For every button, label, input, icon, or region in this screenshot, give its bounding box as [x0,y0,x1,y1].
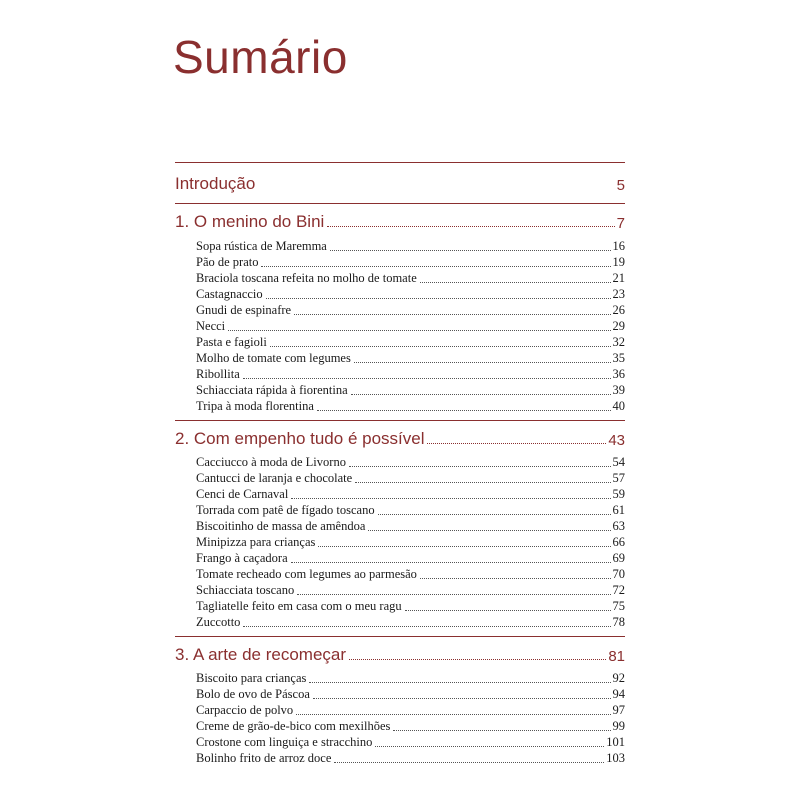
toc-entry-label: Introdução [175,174,256,193]
divider [175,420,625,421]
toc-page-number: 101 [606,735,625,749]
toc-recipe[interactable] [196,366,625,382]
recipe-title: Carpaccio de polvo [196,703,294,717]
toc-recipe[interactable] [196,598,625,614]
recipe-title: Biscoitinho de massa de amêndoa [196,519,366,533]
toc-page-number: 57 [612,471,625,485]
toc-recipe[interactable] [196,614,625,630]
toc-recipe[interactable] [196,670,625,686]
toc-recipe[interactable] [196,302,625,318]
toc-page-number: 92 [612,671,625,685]
recipe-title: Sopa rústica de Maremma [196,239,327,253]
toc-page-number: 69 [612,551,625,565]
recipe-title: Biscoito para crianças [196,671,307,685]
recipe-title: Zuccotto [196,615,241,629]
toc-recipe[interactable] [196,318,625,334]
toc-chapter-1[interactable] [175,210,625,232]
toc-page-number: 26 [612,303,625,317]
toc-page-number: 40 [612,399,625,413]
divider [175,636,625,637]
recipe-title: Ribollita [196,367,240,381]
toc-entry-intro[interactable] [175,172,625,194]
toc-recipe[interactable] [196,486,625,502]
toc-recipe[interactable] [196,238,625,254]
toc-recipe[interactable] [196,566,625,582]
toc-page-number: 29 [612,319,625,333]
toc-recipe[interactable] [196,502,625,518]
toc-recipe[interactable] [196,550,625,566]
toc-recipe[interactable] [196,454,625,470]
recipe-title: Creme de grão-de-bico com mexilhões [196,719,391,733]
toc-recipe[interactable] [196,734,625,750]
page-title: Sumário [173,31,348,83]
toc-chapter-2[interactable] [175,427,625,449]
dot-leader [349,659,606,660]
toc-recipe[interactable] [196,702,625,718]
toc-page-number: 23 [612,287,625,301]
recipe-title: Molho de tomate com legumes [196,351,351,365]
recipe-title: Pasta e fagioli [196,335,267,349]
recipe-title: Bolo de ovo de Páscoa [196,687,310,701]
toc-page-number: 99 [612,719,625,733]
toc-recipe[interactable] [196,750,625,766]
toc-page-number: 94 [612,687,625,701]
recipe-title: Cantucci de laranja e chocolate [196,471,353,485]
recipe-title: Pão de prato [196,255,259,269]
toc-recipe[interactable] [196,686,625,702]
recipe-title: Necci [196,319,226,333]
toc-page-number: 103 [606,751,625,765]
recipe-title: Cenci de Carnaval [196,487,289,501]
toc-page-number: 36 [612,367,625,381]
toc-page-number: 81 [608,648,625,665]
toc-page-number: 35 [612,351,625,365]
toc-recipe[interactable] [196,534,625,550]
toc-page-number: 66 [612,535,625,549]
recipe-title: Tripa à moda florentina [196,399,314,413]
dot-leader [427,443,606,444]
toc-recipe[interactable] [196,382,625,398]
chapter-title: 2. Com empenho tudo é possível [175,429,425,448]
toc-recipe[interactable] [196,470,625,486]
toc-recipe[interactable] [196,518,625,534]
toc-recipe[interactable] [196,334,625,350]
toc-recipe[interactable] [196,350,625,366]
toc-chapter-3[interactable] [175,643,625,665]
chapter-title: 1. O menino do Bini [175,212,325,231]
toc-page-number: 21 [612,271,625,285]
recipe-title: Castagnaccio [196,287,263,301]
chapter-title: 3. A arte de recomeçar [175,645,347,664]
toc-page-number: 97 [612,703,625,717]
toc-page-number: 5 [616,177,625,194]
toc-page-number: 78 [612,615,625,629]
recipe-title: Tagliatelle feito em casa com o meu ragu [196,599,402,613]
recipe-title: Cacciucco à moda de Livorno [196,455,346,469]
dot-leader [327,226,614,227]
toc-page-number: 43 [608,432,625,449]
recipe-title: Torrada com patê de fígado toscano [196,503,375,517]
toc-recipe[interactable] [196,270,625,286]
toc-page-number: 72 [612,583,625,597]
toc-page-number: 75 [612,599,625,613]
toc-recipe[interactable] [196,398,625,414]
toc-page-number: 39 [612,383,625,397]
divider [175,162,625,163]
recipe-title: Gnudi de espinafre [196,303,292,317]
toc-page-number: 70 [612,567,625,581]
toc-page-number: 32 [612,335,625,349]
recipe-title: Tomate recheado com legumes ao parmesão [196,567,417,581]
recipe-title: Schiacciata rápida à fiorentina [196,383,348,397]
toc-page-number: 54 [612,455,625,469]
toc-page-number: 59 [612,487,625,501]
recipe-title: Bolinho frito de arroz doce [196,751,332,765]
toc-page-number: 63 [612,519,625,533]
toc-page-number: 19 [612,255,625,269]
toc-page-number: 16 [612,239,625,253]
recipe-title: Frango à caçadora [196,551,288,565]
recipe-title: Minipizza para crianças [196,535,316,549]
recipe-title: Crostone com linguiça e stracchino [196,735,373,749]
recipe-title: Schiacciata toscano [196,583,295,597]
toc-page-number: 7 [616,215,625,232]
toc-recipe[interactable] [196,718,625,734]
recipe-title: Braciola toscana refeita no molho de tomate [196,271,417,285]
divider [175,203,625,204]
toc-page-number: 61 [612,503,625,517]
toc-recipe[interactable] [196,286,625,302]
toc-recipe[interactable] [196,254,625,270]
toc-recipe[interactable] [196,582,625,598]
